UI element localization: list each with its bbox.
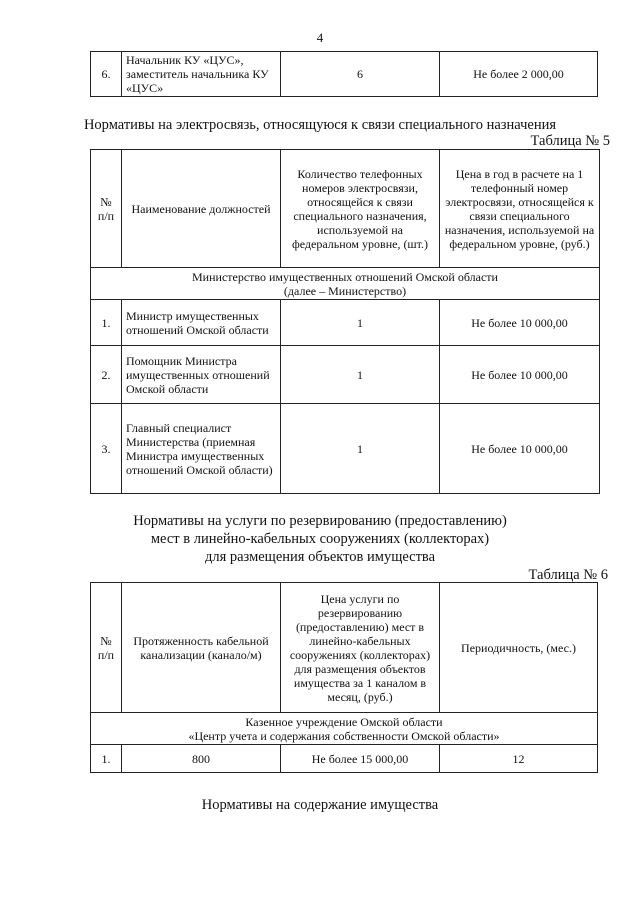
table-header-row: [91, 150, 600, 268]
position-cell: Помощник Министра имущественных отношений Омской области: [122, 346, 281, 404]
position-cell: Начальник КУ «ЦУС», заместитель начальника КУ «ЦУС»: [122, 52, 281, 97]
header-length: Протяженность кабельной канализации (канало/м): [122, 583, 281, 713]
quantity-cell: 6: [281, 52, 440, 97]
row-number: 6.: [91, 52, 122, 97]
group-cell: [91, 268, 600, 300]
price-cell: Не более 10 000,00: [440, 346, 600, 404]
header-num: № п/п: [91, 583, 122, 713]
position-cell: Главный специалист Министерства (приемная Министра имущественных отношений Омской области): [122, 404, 281, 494]
quantity-cell: 1: [281, 346, 440, 404]
header-price: Цена услуги по резервированию (предоставлению) мест в линейно-кабельных сооружениях (коллекторах) для размещения объектов имущества за 1 каналом в месяц, (руб.): [281, 583, 440, 713]
table-row: [91, 300, 600, 346]
table-5: [90, 149, 600, 494]
row-number: 1.: [91, 745, 122, 773]
price-cell: Не более 15 000,00: [281, 745, 440, 773]
row-number: 2.: [91, 346, 122, 404]
section6-heading-line-1: Нормативы на услуги по резервированию (предоставлению): [133, 513, 507, 529]
header-num: № п/п: [91, 150, 122, 268]
group-line-2: «Центр учета и содержания собственности Омской области»: [188, 728, 500, 743]
table-row: [91, 745, 598, 773]
quantity-cell: 1: [281, 300, 440, 346]
page-number: 4: [316, 30, 324, 45]
table-row: [91, 346, 600, 404]
header-position: Наименование должностей: [122, 150, 281, 268]
group-row: [91, 713, 598, 745]
row-number: 3.: [91, 404, 122, 494]
table-row: [91, 52, 598, 97]
table-header-row: [91, 583, 598, 713]
price-cell: Не более 10 000,00: [440, 404, 600, 494]
group-line-2: (далее – Министерство): [283, 283, 407, 298]
section6-heading-line-2: мест в линейно-кабельных сооружениях (коллекторах): [150, 531, 490, 547]
header-price: Цена в год в расчете на 1 телефонный номер электросвязи, относящейся к связи специального назначения, используемой на федеральном уровне, (руб.): [440, 150, 600, 268]
section6-heading-line-3: для размещения объектов имущества: [204, 549, 436, 565]
table-row: [91, 404, 600, 494]
header-period: Периодичность, (мес.): [440, 583, 598, 713]
length-cell: 800: [122, 745, 281, 773]
top-table: [90, 51, 598, 97]
position-cell: Министр имущественных отношений Омской области: [122, 300, 281, 346]
row-number: 1.: [91, 300, 122, 346]
group-line-1: Министерство имущественных отношений Омской области: [192, 269, 498, 284]
table6-label: Таблица № 6: [528, 567, 608, 583]
price-cell: Не более 10 000,00: [440, 300, 600, 346]
section7-heading: Нормативы на содержание имущества: [201, 797, 439, 813]
header-quantity: Количество телефонных номеров электросвязи, относящейся к связи специального назначения, используемой на федеральном уровне, (шт.): [281, 150, 440, 268]
group-line-1: Казенное учреждение Омской области: [245, 714, 443, 729]
price-cell: Не более 2 000,00: [440, 52, 598, 97]
group-cell: [91, 713, 598, 745]
period-cell: 12: [440, 745, 598, 773]
group-row: [91, 268, 600, 300]
quantity-cell: 1: [281, 404, 440, 494]
section5-heading: Нормативы на электросвязь, относящуюся к связи специального назначения: [83, 117, 557, 133]
table5-label: Таблица № 5: [530, 133, 610, 149]
table-6: [90, 582, 598, 773]
